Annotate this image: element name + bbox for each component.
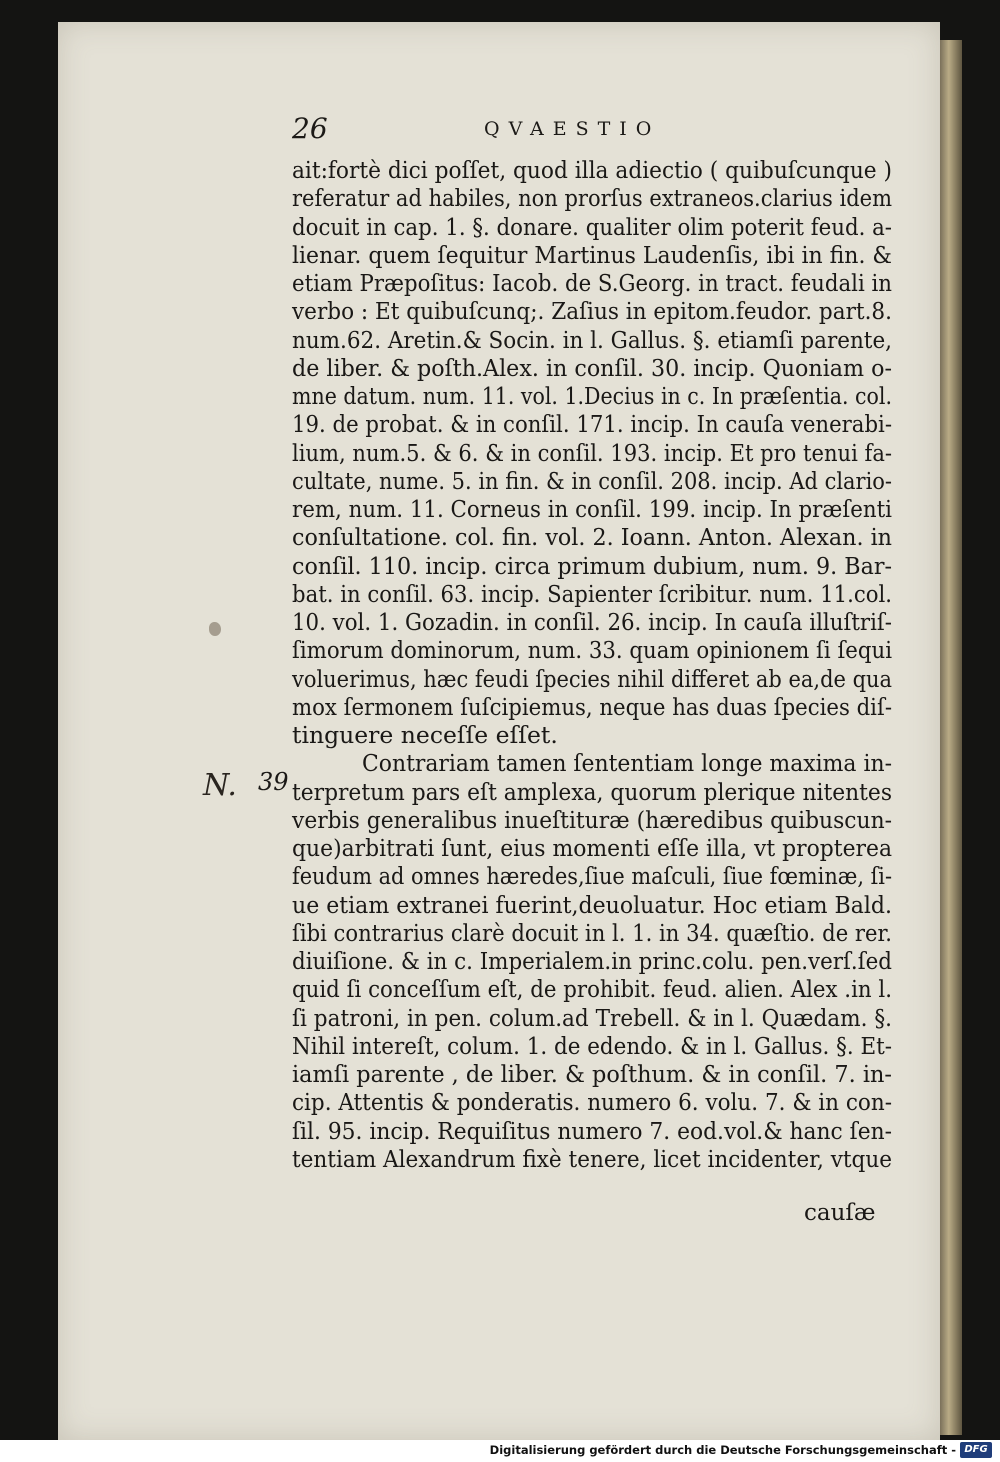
text-line: rem, num. 11. Corneus in conſil. 199. incip. In præſenti [292,495,892,523]
text-line: conſultatione. col. fin. vol. 2. Ioann. Anton. Alexan. in [292,523,892,552]
text-line: bat. in conſil. 63. incip. Sapienter ſcribitur. num. 11.col. [292,579,892,608]
text-line: cultate, nume. 5. in fin. & in conſil. 208. incip. Ad clario- [292,466,892,495]
text-line: feudum ad omnes hæredes,ſiue maſculi, ſiue fœminæ, ſi- [292,862,892,891]
text-line: mox ſermonem ſuſcipiemus, neque has duas ſpecies diſ- [292,692,892,721]
section-number: 39 [258,768,289,796]
text-line: docuit in cap. 1. §. donare. qualiter olim poterit feud. a- [292,212,892,241]
text-line: verbo : Et quibuſcunq;. Zaſius in epitom.feudor. part.8. [292,297,892,326]
text-line: quid ſi conceſſum eſt, de prohibit. feud. alien. Alex .in l. [292,975,892,1004]
text-line: ſimorum dominorum, num. 33. quam opinionem ſi ſequi [292,636,892,665]
text-line: ait:fortè dici poſſet, quod illa adiectio ( quibuſcunque ) [292,156,892,184]
margin-handwritten-note: N. [203,768,237,803]
body-text [292,156,892,1173]
text-line: que)arbitrati ſunt, eius momenti eſſe illa, vt propterea [292,834,892,862]
text-line: lium, num.5. & 6. & in conſil. 193. incip. Et pro tenui fa- [292,438,892,467]
footer-credit: Digitalisierung gefördert durch die Deutsche Forschungsgemeinschaft - [489,1443,956,1457]
text-line: num.62. Aretin.& Socin. in l. Gallus. §. etiamſi parente, [292,325,892,354]
text-line: referatur ad habiles, non prorſus extraneos.clarius idem [292,184,892,213]
text-line: Nihil intereſt, colum. 1. de edendo. & in l. Gallus. §. Et- [292,1031,892,1060]
text-line: tinguere neceſſe eſſet. [292,721,558,749]
text-line: de liber. & poſth.Alex. in conſil. 30. incip. Quoniam o- [292,353,892,382]
text-line: mne datum. num. 11. vol. 1.Decius in c. In præſentia. col. [292,382,892,410]
catchword: cauſæ [804,1200,876,1226]
text-line: ſil. 95. incip. Requiſitus numero 7. eod.vol.& hanc ſen- [292,1116,892,1145]
text-line: ſi patroni, in pen. colum.ad Trebell. & in l. Quædam. §. [292,1003,892,1032]
text-line: iamſi parente , de liber. & poſthum. & in conſil. 7. in- [292,1060,892,1088]
text-line: voluerimus, hæc feudi ſpecies nihil differet ab ea,de qua [292,664,892,693]
ink-blot-mark [209,622,221,636]
text-line: lienar. quem ſequitur Martinus Laudenſis, ibi in fin. & [292,240,892,269]
text-line: ue etiam extranei fuerint,deuoluatur. Hoc etiam Bald. [292,890,892,919]
text-line: etiam Præpoſitus: Iacob. de S.Georg. in tract. feudali in [292,269,892,297]
digitization-footer [0,1440,1000,1462]
text-line: tentiam Alexandrum fixè tenere, licet incidenter, vtque [292,1144,892,1173]
page-number: 26 [292,112,328,145]
dfg-logo-icon: DFG [960,1442,992,1458]
text-line: ſibi contrarius clarè docuit in l. 1. in 34. quæſtio. de rer. [292,918,892,947]
text-line: Contrariam tamen ſententiam longe maxima in- [362,749,892,778]
text-line: terpretum pars eſt amplexa, quorum plerique nitentes [292,777,892,806]
text-line: 19. de probat. & in conſil. 171. incip. In cauſa venerabi- [292,410,892,439]
text-line: verbis generalibus inueſtituræ (hæredibus quibuscun- [292,805,892,834]
running-head: QVAESTIO [484,118,661,140]
book-page-edge [940,40,962,1435]
page-header [292,112,892,152]
text-line: 10. vol. 1. Gozadin. in conſil. 26. incip. In cauſa illuſtriſ- [292,608,892,636]
text-line: cip. Attentis & ponderatis. numero 6. volu. 7. & in con- [292,1088,892,1117]
text-line: diuiſione. & in c. Imperialem.in princ.colu. pen.verſ.ſed [292,947,892,975]
text-line: conſil. 110. incip. circa primum dubium, num. 9. Bar- [292,551,892,580]
